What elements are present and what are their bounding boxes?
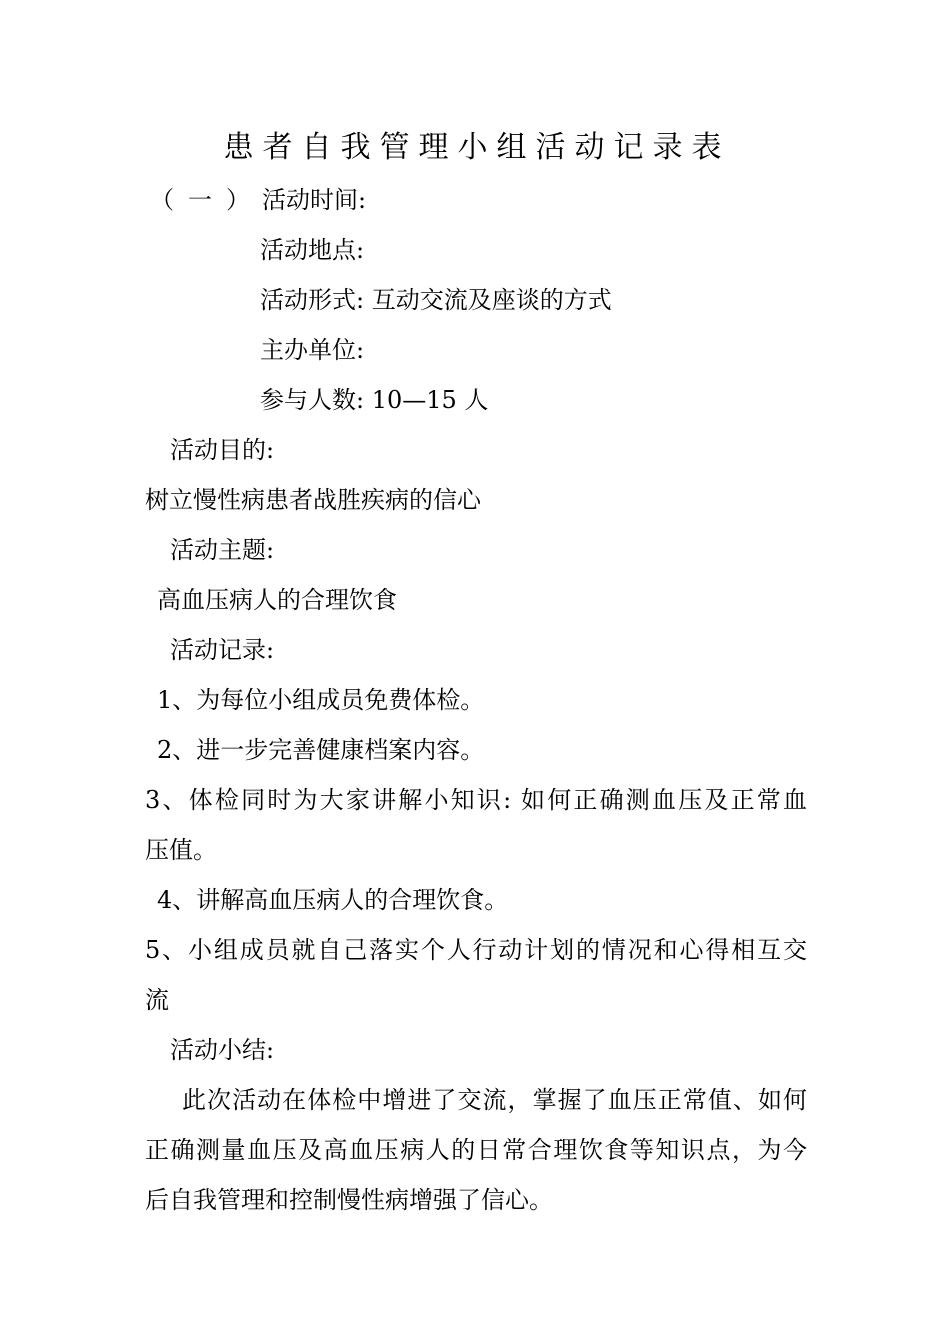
- time-label: 活动时间:: [262, 186, 367, 214]
- record-item: 4、讲解高血压病人的合理饮食。: [157, 886, 509, 914]
- theme-label: 活动主题:: [170, 536, 275, 564]
- record-item: 3、体检同时为大家讲解小知识: 如何正确测血压及正常血: [145, 786, 807, 814]
- record-item-continuation: 流: [145, 986, 169, 1014]
- summary-line: 此次活动在体检中增进了交流，掌握了血压正常值、如何: [182, 1086, 807, 1114]
- theme-text: 高血压病人的合理饮食: [157, 586, 397, 614]
- summary-line: 后自我管理和控制慢性病增强了信心。: [145, 1186, 553, 1214]
- purpose-label: 活动目的:: [170, 436, 275, 464]
- location-label: 活动地点:: [260, 236, 365, 264]
- document-title: 患者自我管理小组活动记录表: [223, 130, 731, 165]
- record-item: 1、为每位小组成员免费体检。: [157, 686, 485, 714]
- organizer-label: 主办单位:: [260, 336, 365, 364]
- record-item: 2、进一步完善健康档案内容。: [157, 736, 485, 764]
- summary-label: 活动小结:: [170, 1036, 275, 1064]
- record-label: 活动记录:: [170, 636, 275, 664]
- purpose-text: 树立慢性病患者战胜疾病的信心: [145, 486, 481, 514]
- summary-line: 正确测量血压及高血压病人的日常合理饮食等知识点，为今: [145, 1136, 807, 1164]
- section-number: （一）: [150, 186, 264, 214]
- participants-line: 参与人数: 10—15 人: [260, 386, 489, 414]
- record-item: 5、小组成员就自己落实个人行动计划的情况和心得相互交: [145, 936, 807, 964]
- form-line: 活动形式: 互动交流及座谈的方式: [260, 286, 612, 314]
- record-item-continuation: 压值。: [145, 836, 217, 864]
